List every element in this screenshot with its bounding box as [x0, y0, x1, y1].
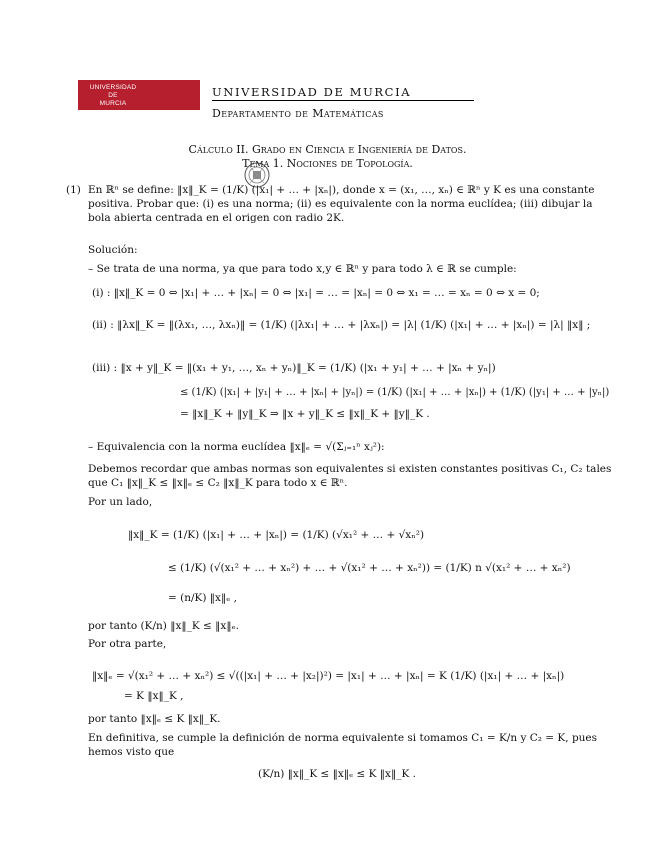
property-i: (i) : ‖x‖_K = 0 ⇔ |x₁| + … + |xₙ| = 0 ⇔ |x₁| = … = |xₙ| = 0 ⇔ x₁ = … = xₙ = 0 ⇔ x = 0; [92, 287, 540, 299]
conclusion-line1: En definitiva, se cumple la definición de norma equivalente si tomamos C₁ = K/n y C₂ = K, pues [88, 732, 598, 744]
bound-b-line1: ‖x‖ₑ = √(x₁² + … + xₙ²) ≤ √((|x₁| + … + |x₂|)²) = |x₁| + … + |xₙ| = K (1/K) (|x₁| + … + |xₙ|) [92, 670, 565, 682]
problem-statement-line3: bola abierta centrada en el origen con radio 2K. [88, 212, 345, 224]
equivalence-heading: – Equivalencia con la norma euclídea ‖x‖ₑ = √(Σⱼ₌₁ⁿ xⱼ²): [88, 441, 385, 453]
topic-title: Tema 1. Nociones de Topología. [242, 157, 413, 170]
logo-text-line2: MURCIA [99, 100, 127, 107]
property-iii-line3: = ‖x‖_K + ‖y‖_K ⇒ ‖x + y‖_K ≤ ‖x‖_K + ‖y‖_K . [180, 408, 430, 420]
por-tanto-1: por tanto (K/n) ‖x‖_K ≤ ‖x‖ₑ. [88, 620, 240, 632]
property-ii: (ii) : ‖λx‖_K = ‖(λx₁, …, λxₙ)‖ = (1/K) (|λx₁| + … + |λxₙ|) = |λ| (1/K) (|x₁| + … + |xₙ|) = |λ| ‖x‖ ; [92, 319, 591, 331]
problem-number: (1) [66, 184, 81, 196]
recall-line1: Debemos recordar que ambas normas son equivalentes si existen constantes positivas C₁, C₂ tales [88, 463, 612, 475]
bound-b-line2: = K ‖x‖_K , [124, 690, 184, 702]
bound-a-line2: ≤ (1/K) (√(x₁² + … + xₙ²) + … + √(x₁² + … + xₙ²)) = (1/K) n √(x₁² + … + xₙ²) [168, 562, 571, 574]
header-rule [212, 100, 474, 101]
university-name: UNIVERSIDAD DE MURCIA [212, 85, 412, 99]
por-tanto-2: por tanto ‖x‖ₑ ≤ K ‖x‖_K. [88, 713, 221, 725]
bound-a-line1: ‖x‖_K = (1/K) (|x₁| + … + |xₙ|) = (1/K) (√x₁² + … + √xₙ²) [128, 529, 425, 541]
university-logo [78, 80, 200, 110]
solution-heading: Solución: [88, 244, 138, 256]
recall-line2: que C₁ ‖x‖_K ≤ ‖x‖ₑ ≤ C₂ ‖x‖_K para todo x ∈ ℝⁿ. [88, 477, 348, 489]
conclusion-line2: hemos visto que [88, 746, 175, 758]
department-name: Departamento de Matemáticas [212, 107, 384, 120]
problem-statement-line2: positiva. Probar que: (i) es una norma; (ii) es equivalente con la norma euclídea; (iii) dibujar la [88, 198, 593, 210]
por-otra-parte: Por otra parte, [88, 638, 167, 650]
bound-a-line3: = (n/K) ‖x‖ₑ , [168, 592, 237, 604]
logo-text-line1: UNIVERSIDAD DE [89, 84, 137, 99]
property-iii-line1: (iii) : ‖x + y‖_K = ‖(x₁ + y₁, …, xₙ + yₙ)‖_K = (1/K) (|x₁ + y₁| + … + |xₙ + yₙ|) [92, 362, 496, 374]
final-inequality: (K/n) ‖x‖_K ≤ ‖x‖ₑ ≤ K ‖x‖_K . [258, 768, 416, 780]
property-iii-line2: ≤ (1/K) (|x₁| + |y₁| + … + |xₙ| + |yₙ|) = (1/K) (|x₁| + … + |xₙ|) + (1/K) (|y₁| + … + |yₙ|) [180, 387, 610, 398]
por-un-lado: Por un lado, [88, 496, 153, 508]
solution-intro: – Se trata de una norma, ya que para todo x,y ∈ ℝⁿ y para todo λ ∈ ℝ se cumple: [88, 263, 517, 275]
course-title: Cálculo II. Grado en Ciencia e Ingeniería de Datos. [188, 143, 467, 156]
problem-statement-line1: En ℝⁿ se define: ‖x‖_K = (1/K) (|x₁| + … + |xₙ|), donde x = (x₁, …, xₙ) ∈ ℝⁿ y K es una constante [88, 184, 595, 196]
